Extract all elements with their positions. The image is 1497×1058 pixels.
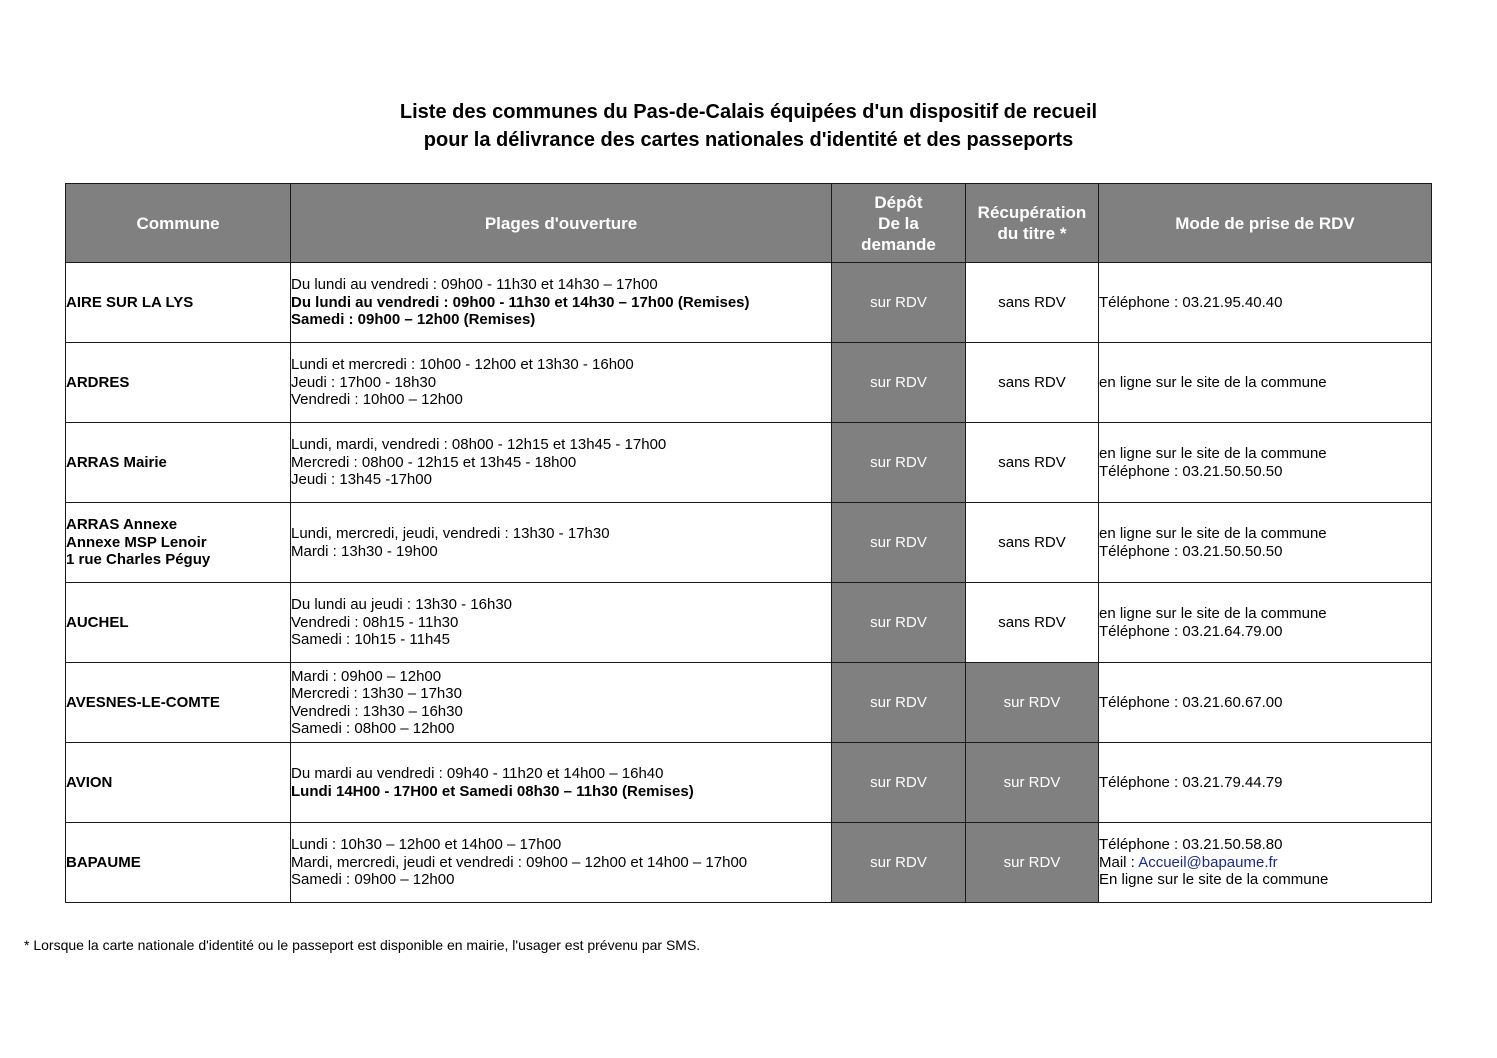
depot-cell: sur RDV [832, 423, 966, 503]
contact-text: Téléphone : 03.21.95.40.40 [1099, 293, 1283, 311]
contact-line [1099, 623, 1431, 641]
hours-line: Samedi : 09h00 – 12h00 (Remises) [291, 311, 536, 329]
header-mode-rdv: Mode de prise de RDV [1099, 184, 1432, 263]
hours-line: Mercredi : 13h30 – 17h30 [291, 685, 462, 702]
contact-cell [1099, 743, 1432, 823]
contact-text: Mail : [1099, 853, 1139, 871]
footnote: * Lorsque la carte nationale d'identité ou le passeport est disponible en mairie, l'usager est prévenu par SMS. [24, 937, 701, 953]
hours-line: Mardi : 09h00 – 12h00 [291, 667, 442, 685]
hours-line: Du mardi au vendredi : 09h40 - 11h20 et 14h00 – 16h40 [291, 765, 664, 782]
table-row [66, 503, 1432, 583]
contact-text: en ligne sur le site de la commune [1099, 445, 1327, 462]
contact-cell [1099, 423, 1432, 503]
hours-cell [291, 823, 832, 903]
table-row [66, 743, 1432, 823]
recuperation-cell: sans RDV [966, 423, 1099, 503]
commune-name: ARDRES [66, 373, 130, 391]
commune-name: AUCHEL [66, 613, 129, 631]
depot-cell: sur RDV [832, 503, 966, 583]
contact-cell [1099, 823, 1432, 903]
depot-cell: sur RDV [832, 743, 966, 823]
contact-text: Téléphone : 03.21.50.50.50 [1099, 542, 1283, 560]
commune-name: BAPAUME [66, 853, 141, 871]
contact-cell [1099, 583, 1432, 663]
header-recuperation: Récupération du titre * [966, 184, 1099, 263]
hours-line: Jeudi : 13h45 -17h00 [291, 471, 432, 489]
hours-line: Mardi : 13h30 - 19h00 [291, 542, 438, 560]
contact-line [1099, 525, 1431, 543]
commune-name: ARRAS Annexe [66, 516, 178, 534]
document-title [0, 98, 1497, 154]
table-row [66, 663, 1432, 743]
contact-line [1099, 463, 1431, 481]
depot-cell: sur RDV [832, 663, 966, 743]
commune-cell [66, 263, 291, 343]
hours-line: Vendredi : 13h30 – 16h30 [291, 702, 463, 720]
contact-line [1099, 374, 1431, 392]
recuperation-cell: sur RDV [966, 823, 1099, 903]
hours-cell [291, 423, 832, 503]
header-commune: Commune [66, 184, 291, 263]
commune-cell [66, 823, 291, 903]
hours-line: Vendredi : 08h15 - 11h30 [291, 613, 459, 631]
recuperation-cell: sans RDV [966, 343, 1099, 423]
contact-text: en ligne sur le site de la commune [1099, 525, 1327, 542]
hours-line: Jeudi : 17h00 - 18h30 [291, 373, 437, 391]
hours-line: Lundi, mardi, vendredi : 08h00 - 12h15 et 13h45 - 17h00 [291, 436, 667, 454]
depot-cell: sur RDV [832, 343, 966, 423]
commune-cell [66, 743, 291, 823]
hours-line: Samedi : 09h00 – 12h00 [291, 871, 455, 889]
commune-name: 1 rue Charles Péguy [66, 551, 211, 569]
contact-cell [1099, 343, 1432, 423]
commune-cell [66, 583, 291, 663]
email-link[interactable]: Accueil@bapaume.fr [1138, 853, 1278, 871]
hours-line: Du lundi au vendredi : 09h00 - 11h30 et 14h30 – 17h00 (Remises) [291, 293, 750, 311]
contact-text: En ligne sur le site de la commune [1099, 871, 1329, 889]
depot-cell: sur RDV [832, 583, 966, 663]
hours-line: Lundi et mercredi : 10h00 - 12h00 et 13h30 - 16h00 [291, 356, 634, 374]
hours-cell [291, 263, 832, 343]
table-header-row [66, 184, 1432, 263]
contact-text: Téléphone : 03.21.50.50.50 [1099, 462, 1283, 480]
table-row [66, 263, 1432, 343]
hours-cell [291, 743, 832, 823]
table-body [66, 263, 1432, 903]
hours-line: Du lundi au vendredi : 09h00 - 11h30 et 14h30 – 17h00 [291, 276, 658, 294]
contact-text: Téléphone : 03.21.79.44.79 [1099, 773, 1283, 791]
table-row [66, 823, 1432, 903]
commune-name: Annexe MSP Lenoir [66, 533, 207, 551]
hours-line: Lundi 14H00 - 17H00 et Samedi 08h30 – 11h30 (Remises) [291, 782, 694, 800]
contact-cell [1099, 663, 1432, 743]
table-row [66, 423, 1432, 503]
recuperation-cell: sur RDV [966, 663, 1099, 743]
commune-cell [66, 503, 291, 583]
contact-line [1099, 543, 1431, 561]
hours-line: Du lundi au jeudi : 13h30 - 16h30 [291, 596, 513, 614]
table-row [66, 343, 1432, 423]
contact-line [1099, 836, 1431, 854]
contact-line [1099, 445, 1431, 463]
commune-cell [66, 423, 291, 503]
contact-line [1099, 871, 1431, 889]
hours-line: Samedi : 08h00 – 12h00 [291, 720, 455, 737]
contact-text: Téléphone : 03.21.60.67.00 [1099, 693, 1283, 711]
commune-name: AVION [66, 773, 113, 791]
commune-cell [66, 663, 291, 743]
recuperation-cell: sans RDV [966, 263, 1099, 343]
contact-text: en ligne sur le site de la commune [1099, 373, 1327, 391]
hours-cell [291, 343, 832, 423]
hours-line: Lundi, mercredi, jeudi, vendredi : 13h30 - 17h30 [291, 525, 610, 542]
commune-name: AVESNES-LE-COMTE [66, 693, 220, 711]
contact-text: Téléphone : 03.21.50.58.80 [1099, 836, 1283, 854]
hours-line: Samedi : 10h15 - 11h45 [291, 631, 451, 649]
contact-cell [1099, 503, 1432, 583]
header-plages: Plages d'ouverture [291, 184, 832, 263]
communes-table [65, 183, 1432, 903]
hours-cell [291, 503, 832, 583]
contact-line [1099, 694, 1431, 712]
contact-line [1099, 294, 1431, 312]
title-line-2: pour la délivrance des cartes nationales d'identité et des passeports [423, 129, 1074, 151]
contact-line [1099, 605, 1431, 623]
hours-cell [291, 583, 832, 663]
contact-cell [1099, 263, 1432, 343]
table-row [66, 583, 1432, 663]
hours-line: Mardi, mercredi, jeudi et vendredi : 09h00 – 12h00 et 14h00 – 17h00 [291, 853, 748, 871]
header-depot: Dépôt De la demande [832, 184, 966, 263]
contact-line [1099, 854, 1431, 872]
hours-line: Lundi : 10h30 – 12h00 et 14h00 – 17h00 [291, 836, 562, 854]
recuperation-cell: sans RDV [966, 503, 1099, 583]
depot-cell: sur RDV [832, 823, 966, 903]
recuperation-cell: sur RDV [966, 743, 1099, 823]
hours-cell [291, 663, 832, 743]
contact-line [1099, 774, 1431, 792]
commune-name: AIRE SUR LA LYS [66, 293, 194, 311]
hours-line: Mercredi : 08h00 - 12h15 et 13h45 - 18h00 [291, 453, 577, 471]
recuperation-cell: sans RDV [966, 583, 1099, 663]
commune-cell [66, 343, 291, 423]
contact-text: Téléphone : 03.21.64.79.00 [1099, 622, 1283, 640]
hours-line: Vendredi : 10h00 – 12h00 [291, 391, 463, 409]
commune-name: ARRAS Mairie [66, 453, 167, 471]
title-line-1: Liste des communes du Pas-de-Calais équipées d'un dispositif de recueil [399, 101, 1098, 123]
depot-cell: sur RDV [832, 263, 966, 343]
contact-text: en ligne sur le site de la commune [1099, 605, 1327, 622]
